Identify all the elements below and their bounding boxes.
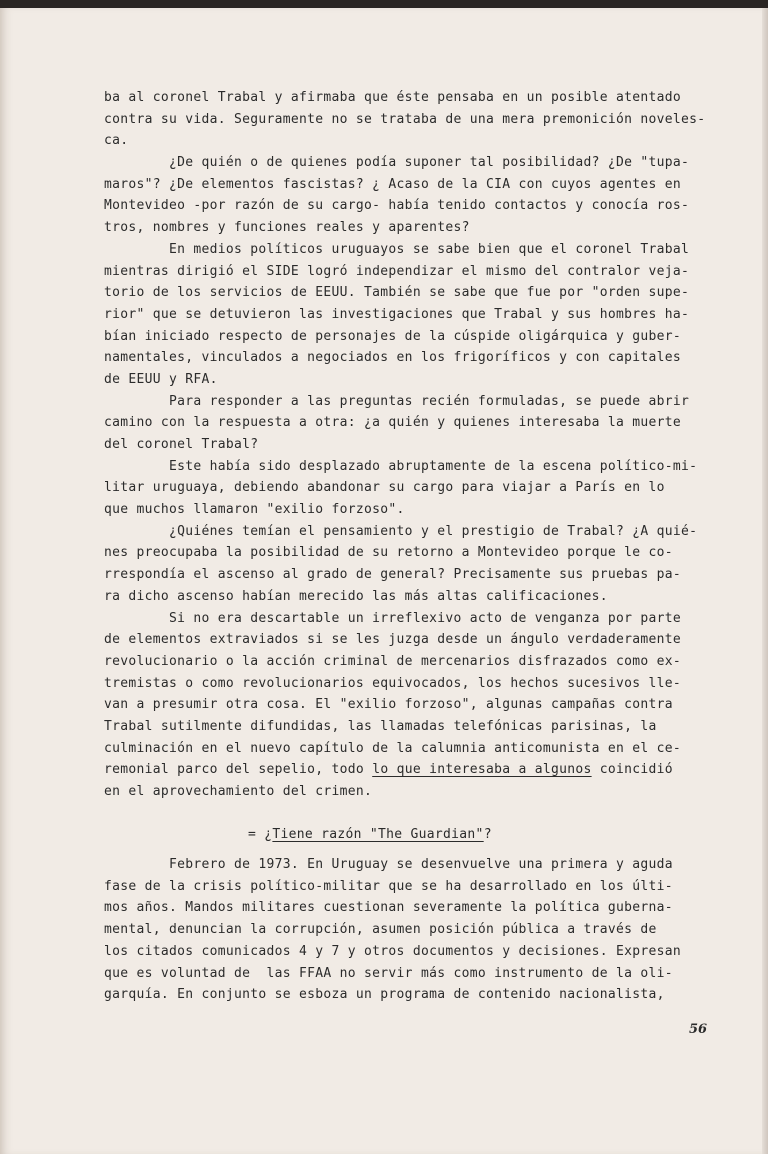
text-line: Si no era descartable un irreflexivo acto de venganza por parte <box>104 610 681 626</box>
text-line: mental, denuncian la corrupción, asumen posición pública a través de <box>104 922 657 938</box>
text-line: del coronel Trabal? <box>104 437 259 452</box>
text-segment: remonial parco del sepelio, todo <box>104 762 373 778</box>
underlined-phrase: lo que interesaba a algunos <box>372 762 592 778</box>
text-line: camino con la respuesta a otra: ¿a quién y quienes interesaba la muerte <box>104 415 681 431</box>
heading-suffix: ? <box>483 827 492 843</box>
text-line: de EEUU y RFA. <box>104 371 218 387</box>
text-line: tremistas o como revolucionarios equivocados, los hechos sucesivos lle- <box>104 675 681 691</box>
text-line: los citados comunicados 4 y 7 y otros documentos y decisiones. Expresan <box>104 943 681 959</box>
text-line: maros"? ¿De elementos fascistas? ¿ Acaso de la CIA con cuyos agentes en <box>104 176 681 192</box>
text-line: tros, nombres y funciones reales y aparentes? <box>104 220 470 236</box>
text-line: nes preocupaba la posibilidad de su retorno a Montevideo porque le co- <box>104 545 673 561</box>
text-line: En medios políticos uruguayos se sabe bien que el coronel Trabal <box>104 241 690 257</box>
text-line: culminación en el nuevo capítulo de la calumnia anticomunista en el ce- <box>104 740 681 756</box>
text-line: namentales, vinculados a negociados en los frigoríficos y con capitales <box>104 350 681 366</box>
spacer <box>104 846 736 854</box>
heading-title: Tiene razón "The Guardian" <box>272 827 484 843</box>
text-line: revolucionario o la acción criminal de mercenarios disfrazados como ex- <box>104 653 681 669</box>
heading-prefix: = ¿ <box>248 827 273 843</box>
text-line: fase de la crisis político-militar que se ha desarrollado en los últi- <box>104 878 673 894</box>
text-line: Este había sido desplazado abruptamente de la escena político-mi- <box>104 458 698 474</box>
text-line: ca. <box>104 133 129 149</box>
text-line: de elementos extraviados si se les juzga desde un ángulo verdaderamente <box>104 632 681 648</box>
text-line: van a presumir otra cosa. El "exilio forzoso", algunas campañas contra <box>104 697 673 713</box>
text-line: rior" que se detuvieron las investigaciones que Trabal y sus hombres ha- <box>104 306 690 322</box>
text-line: Febrero de 1973. En Uruguay se desenvuelve una primera y aguda <box>104 857 673 873</box>
text-line: mientras dirigió el SIDE logró independizar el mismo del contralor veja- <box>104 263 690 279</box>
text-line: Montevideo -por razón de su cargo- había tenido contactos y conocía ros- <box>104 198 690 214</box>
text-line: Trabal sutilmente difundidas, las llamadas telefónicas parisinas, la <box>104 718 657 734</box>
text-line: garquía. En conjunto se esboza un programa de contenido nacionalista, <box>104 987 665 1003</box>
text-line: mos años. Mandos militares cuestionan severamente la política guberna- <box>104 900 673 916</box>
text-line: que muchos llamaron "exilio forzoso". <box>104 502 405 518</box>
body-text <box>104 87 736 1006</box>
text-line: litar uruguaya, debiendo abandonar su cargo para viajar a París en lo <box>104 480 665 496</box>
text-line: bían iniciado respecto de personajes de la cúspide oligárquica y guber- <box>104 328 681 344</box>
text-line: en el aprovechamiento del crimen. <box>104 784 373 799</box>
text-line <box>104 759 736 781</box>
page-number: 56 <box>689 1022 708 1037</box>
text-line: ¿De quién o de quienes podía suponer tal posibilidad? ¿De "tupa- <box>104 155 690 171</box>
text-line: ra dicho ascenso habían merecido las más altas calificaciones. <box>104 588 608 604</box>
text-line: contra su vida. Seguramente no se trataba de una mera premonición noveles- <box>104 111 706 127</box>
text-line: torio de los servicios de EEUU. También se sabe que fue por "orden supe- <box>104 285 690 301</box>
text-segment: coincidió <box>591 762 673 778</box>
section-heading <box>104 824 736 846</box>
document-page <box>0 8 768 1154</box>
text-line: que es voluntad de las FFAA no servir más como instrumento de la oli- <box>104 965 673 981</box>
text-line: Para responder a las preguntas recién formuladas, se puede abrir <box>104 393 690 409</box>
text-line: ¿Quiénes temían el pensamiento y el prestigio de Trabal? ¿A quié- <box>104 523 698 539</box>
blank-line <box>104 803 736 825</box>
text-line: rrespondía el ascenso al grado de general? Precisamente sus pruebas pa- <box>104 567 681 583</box>
text-line: ba al coronel Trabal y afirmaba que éste pensaba en un posible atentado <box>104 90 681 105</box>
